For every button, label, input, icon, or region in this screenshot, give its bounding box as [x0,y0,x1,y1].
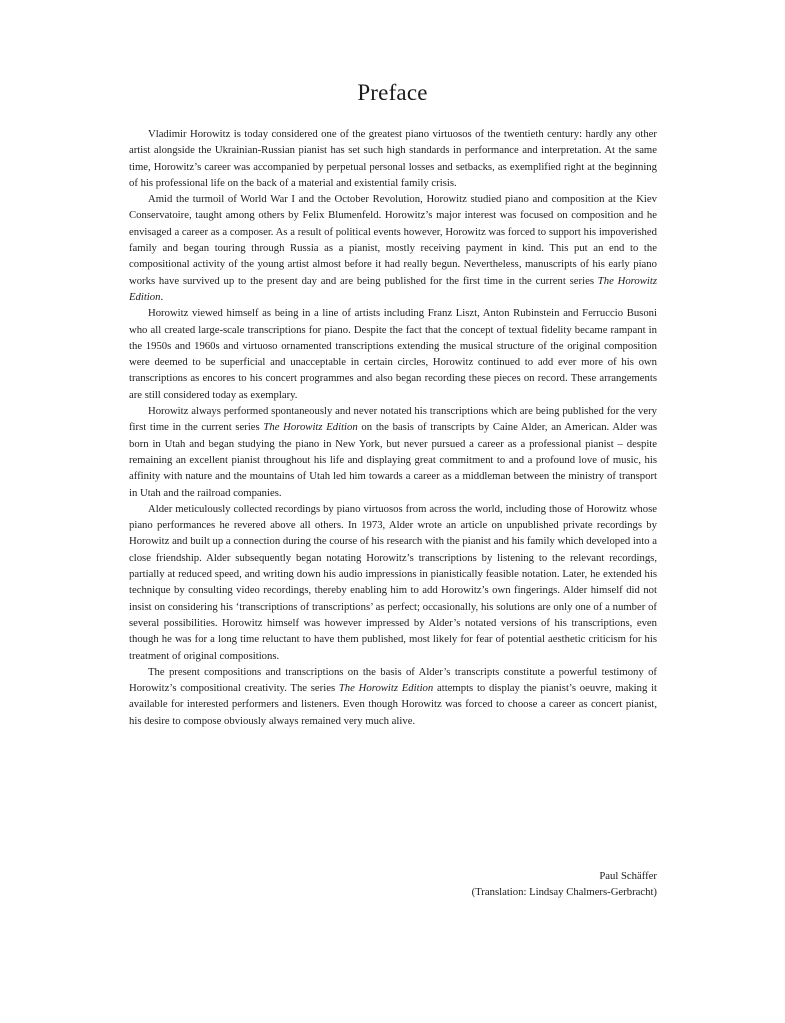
series-title: The Horowitz Edition [263,421,358,434]
paragraph [129,664,657,729]
page-title: Preface [357,80,428,105]
text-run: Amid the turmoil of World War I and the October Revolution, Horowitz studied piano and composition at the Kiev Conservatoire, taught among others by Felix Blumenfeld. Horowitz’s major interest was focused on composition and he envisaged a career as a composer. As a result of political events however, Horowitz was forced to support his impoverished family and began touring through Russia as a pianist, mostly receiving payment in kind. This put an end to the compositional activity of the young artist almost before it had really begun. Nevertheless, manuscripts of his early piano works have survived up to the present day and are being published for the first time in the current series [129,193,657,287]
text-run: Horowitz always performed spontaneously and never notated his transcriptions which are being published for the very first time in the current series [129,405,657,434]
paragraph [129,501,657,664]
signature-block [129,868,657,901]
series-title: The Horowitz Edition [129,274,657,303]
series-title: The Horowitz Edition [338,682,434,695]
text-run: on the basis of transcripts by Caine Alder, an American. Alder was born in Utah and began studying the piano in New York, but never pursued a career as a professional pianist – despite remaining an excellent pianist throughout his life and displaying great commitment to and a profound love of music, his affinity with nature and the mountains of Utah led him towards a career as a middleman between the ministry of transport in Utah and the railroad companies. [129,421,657,499]
preface-body [129,126,657,729]
text-run: Vladimir Horowitz is today considered one of the greatest piano virtuosos of the twentieth century: hardly any other artist alongside the Ukrainian-Russian pianist has set such high standards in performance and interpretation. At the same time, Horowitz’s career was accompanied by perpetual personal losses and setbacks, as exemplified right at the beginning of his professional life on the back of a material and existential family crisis. [129,128,657,189]
translation-credit: (Translation: Lindsay Chalmers-Gerbracht) [471,886,657,899]
text-run: . [160,290,164,303]
paragraph [129,403,657,501]
paragraph [129,191,657,305]
author-name: Paul Schäffer [599,870,657,882]
text-run: attempts to display the pianist’s oeuvre, making it available for interested performers and listeners. Even though Horowitz was forced to choose a career as concert pianist, his desire to compose obviously always remained very much alive. [129,682,658,727]
text-run: The present compositions and transcriptions on the basis of Alder’s transcripts constitute a powerful testimony of Horowitz’s compositional creativity. The series [129,665,657,695]
paragraph [129,126,657,191]
text-run: Horowitz viewed himself as being in a line of artists including Franz Liszt, Anton Rubinstein and Ferruccio Busoni who all created large-scale transcriptions for piano. Despite the fact that the concept of textual fidelity became rampant in the 1950s and 1960s and virtuoso ornamented transcriptions extending the musical structure of the original composition were deemed to be superficial and unacceptable in certain circles, Horowitz continued to add ever more of his own transcriptions as encores to his concert programmes and also began recording these pieces on record. These arrangements are still considered today as exemplary. [129,307,657,401]
paragraph [129,305,657,403]
text-run: Alder meticulously collected recordings by piano virtuosos from across the world, including those of Horowitz whose piano performances he revered above all others. In 1973, Alder wrote an article on unpublished private recordings by Horowitz and built up a connection during the course of his research with the pianist and his family which developed into a close friendship. Alder subsequently began notating Horowitz’s transcriptions by listening to the relevant recordings, partially at reduced speed, and writing down his audio impressions in pianistically feasible notation. Later, he extended his technique by consulting video recordings, thereby enabling him to add Horowitz’s own fingerings. Alder himself did not insist on considering his ‘transcriptions of transcriptions’ as perfect; occasionally, his solutions are only one of a number of several possibilities. Horowitz himself was however impressed by Alder’s notated versions of his transcriptions, even though he was for a long time reluctant to have them published, most likely for fear of potential aesthetic criticism for his treatment of original compositions. [129,502,657,662]
